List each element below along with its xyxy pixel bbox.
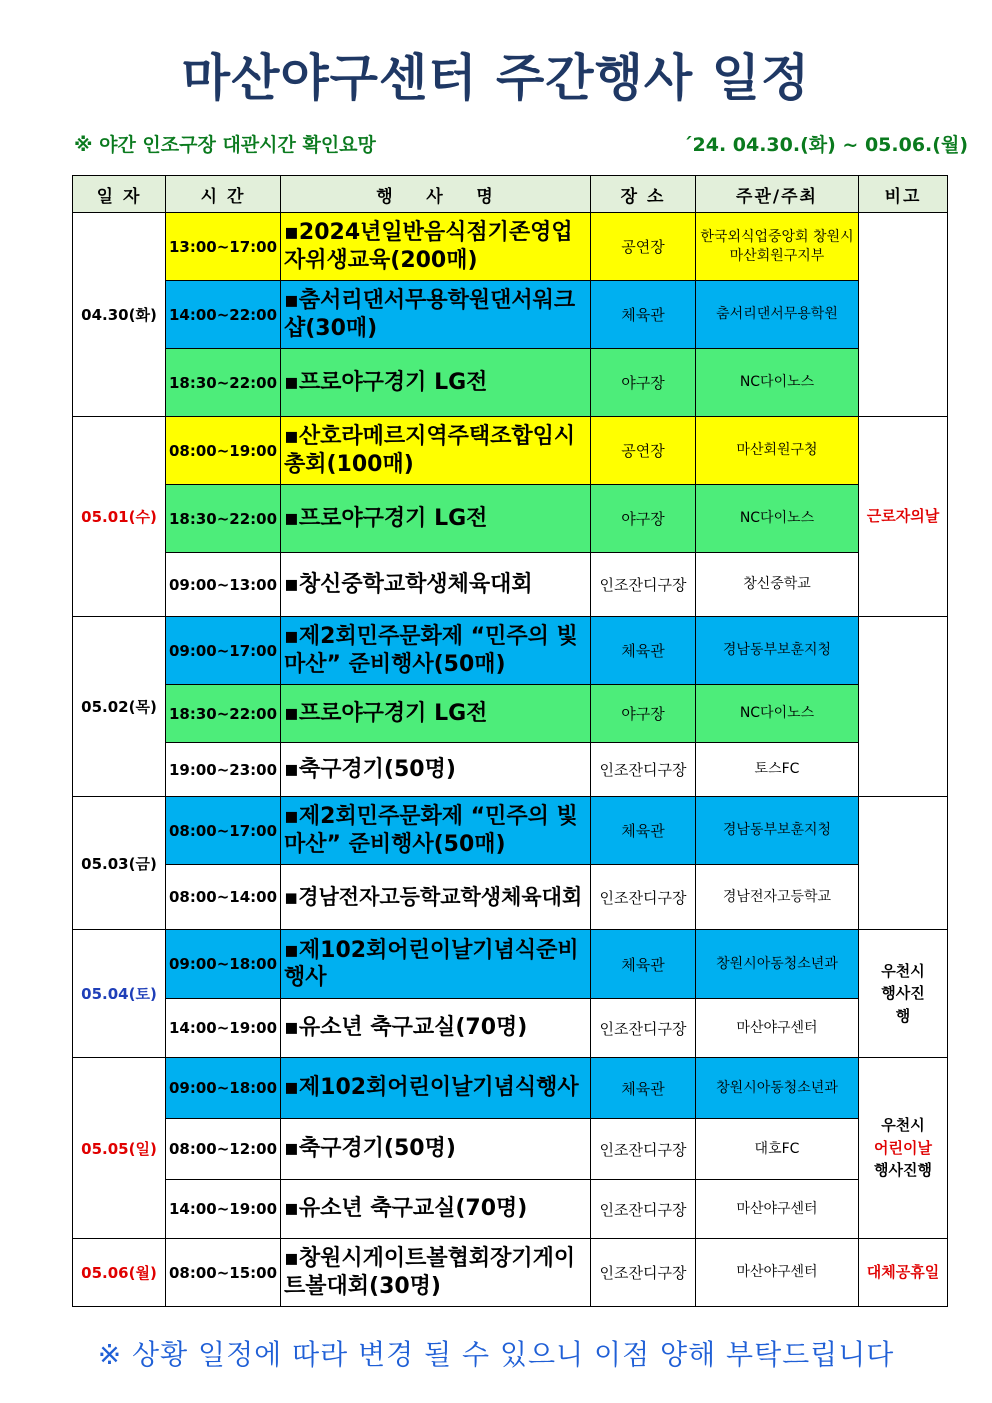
header-row — [73, 176, 948, 213]
table-row — [73, 1180, 948, 1239]
time-cell: 14:00~19:00 — [166, 999, 281, 1058]
host-cell: NC다이노스 — [696, 485, 859, 553]
host-cell: 경남동부보훈지청 — [696, 617, 859, 685]
host-cell: NC다이노스 — [696, 685, 859, 743]
table-row — [73, 865, 948, 930]
table-row — [73, 281, 948, 349]
time-cell: 09:00~13:00 — [166, 553, 281, 617]
place-cell: 야구장 — [591, 349, 696, 417]
date-cell: 05.03(금) — [73, 797, 166, 930]
table-row — [73, 1058, 948, 1119]
time-cell: 14:00~22:00 — [166, 281, 281, 349]
date-cell: 04.30(화) — [73, 213, 166, 417]
time-cell: 08:00~15:00 — [166, 1239, 281, 1307]
time-cell: 18:30~22:00 — [166, 485, 281, 553]
table-row — [73, 743, 948, 797]
time-cell: 08:00~19:00 — [166, 417, 281, 485]
time-cell: 18:30~22:00 — [166, 685, 281, 743]
header-time: 시 간 — [166, 176, 281, 213]
place-cell: 야구장 — [591, 685, 696, 743]
date-cell: 05.06(월) — [73, 1239, 166, 1307]
event-cell: ▪2024년일반음식점기존영업자위생교육(200매) — [281, 213, 591, 281]
table-row — [73, 617, 948, 685]
schedule-period: ´24. 04.30.(화) ~ 05.06.(월) — [683, 134, 968, 156]
time-cell: 19:00~23:00 — [166, 743, 281, 797]
date-cell: 05.05(일) — [73, 1058, 166, 1239]
event-cell: ▪축구경기(50명) — [281, 1119, 591, 1180]
note-cell — [859, 213, 948, 417]
header-event: 행 사 명 — [281, 176, 591, 213]
header-date: 일 자 — [73, 176, 166, 213]
place-cell: 인조잔디구장 — [591, 1119, 696, 1180]
table-row — [73, 1119, 948, 1180]
table-row — [73, 999, 948, 1058]
place-cell: 인조잔디구장 — [591, 999, 696, 1058]
time-cell: 13:00~17:00 — [166, 213, 281, 281]
header-place: 장 소 — [591, 176, 696, 213]
schedule-table — [72, 175, 948, 1307]
host-cell: 마산야구센터 — [696, 1239, 859, 1307]
event-cell: ▪프로야구경기 LG전 — [281, 349, 591, 417]
host-cell: 춤서리댄서무용학원 — [696, 281, 859, 349]
page-title: 마산야구센터 주간행사 일정 — [181, 49, 811, 107]
event-cell: ▪창신중학교학생체육대회 — [281, 553, 591, 617]
event-cell: ▪축구경기(50명) — [281, 743, 591, 797]
header-note: 비고 — [859, 176, 948, 213]
note-cell — [859, 1058, 948, 1239]
event-cell: ▪유소년 축구교실(70명) — [281, 999, 591, 1058]
note-cell: 근로자의날 — [859, 417, 948, 617]
event-cell: ▪제102회어린이날기념식준비행사 — [281, 930, 591, 999]
event-cell: ▪유소년 축구교실(70명) — [281, 1180, 591, 1239]
note-line: 행사진행 — [874, 1161, 932, 1180]
header-host: 주관/주최 — [696, 176, 859, 213]
host-cell: 마산야구센터 — [696, 999, 859, 1058]
night-notice: ※ 야간 인조구장 대관시간 확인요망 — [74, 134, 376, 156]
date-cell: 05.04(토) — [73, 930, 166, 1058]
place-cell: 야구장 — [591, 485, 696, 553]
event-cell: ▪제2회민주문화제 “민주의 빛 마산” 준비행사(50매) — [281, 617, 591, 685]
table-row — [73, 685, 948, 743]
place-cell: 공연장 — [591, 213, 696, 281]
note-cell — [859, 617, 948, 797]
event-cell: ▪프로야구경기 LG전 — [281, 685, 591, 743]
note-line: 우천시 — [881, 1116, 925, 1135]
host-cell: 토스FC — [696, 743, 859, 797]
host-cell: NC다이노스 — [696, 349, 859, 417]
host-cell: 마산회원구청 — [696, 417, 859, 485]
event-cell: ▪창원시게이트볼협회장기게이트볼대회(30명) — [281, 1239, 591, 1307]
place-cell: 체육관 — [591, 617, 696, 685]
table-row — [73, 797, 948, 865]
place-cell: 인조잔디구장 — [591, 743, 696, 797]
event-cell: ▪경남전자고등학교학생체육대회 — [281, 865, 591, 930]
place-cell: 공연장 — [591, 417, 696, 485]
table-row — [73, 349, 948, 417]
table-row — [73, 485, 948, 553]
place-cell: 체육관 — [591, 797, 696, 865]
place-cell: 체육관 — [591, 1058, 696, 1119]
place-cell: 체육관 — [591, 930, 696, 999]
table-row — [73, 213, 948, 281]
host-cell: 경남전자고등학교 — [696, 865, 859, 930]
time-cell: 08:00~17:00 — [166, 797, 281, 865]
event-cell: ▪제102회어린이날기념식행사 — [281, 1058, 591, 1119]
time-cell: 09:00~18:00 — [166, 930, 281, 999]
time-cell: 09:00~18:00 — [166, 1058, 281, 1119]
note-cell: 대체공휴일 — [859, 1239, 948, 1307]
place-cell: 인조잔디구장 — [591, 865, 696, 930]
time-cell: 18:30~22:00 — [166, 349, 281, 417]
table-row — [73, 930, 948, 999]
host-cell: 창원시아동청소년과 — [696, 930, 859, 999]
place-cell: 인조잔디구장 — [591, 553, 696, 617]
event-cell: ▪산호라메르지역주택조합임시총회(100매) — [281, 417, 591, 485]
host-cell: 경남동부보훈지청 — [696, 797, 859, 865]
date-cell: 05.01(수) — [73, 417, 166, 617]
host-cell: 창원시아동청소년과 — [696, 1058, 859, 1119]
note-line: 어린이날 — [874, 1138, 932, 1157]
host-cell: 마산야구센터 — [696, 1180, 859, 1239]
place-cell: 인조잔디구장 — [591, 1239, 696, 1307]
date-cell: 05.02(목) — [73, 617, 166, 797]
time-cell: 09:00~17:00 — [166, 617, 281, 685]
note-cell: 우천시 행사진행 — [859, 930, 948, 1058]
time-cell: 08:00~12:00 — [166, 1119, 281, 1180]
place-cell: 체육관 — [591, 281, 696, 349]
host-cell: 한국외식업중앙회 창원시마산회원구지부 — [696, 213, 859, 281]
table-row — [73, 1239, 948, 1307]
table-row — [73, 553, 948, 617]
place-cell: 인조잔디구장 — [591, 1180, 696, 1239]
event-cell: ▪제2회민주문화제 “민주의 빛 마산” 준비행사(50매) — [281, 797, 591, 865]
host-cell: 창신중학교 — [696, 553, 859, 617]
event-cell: ▪춤서리댄서무용학원댄서워크샵(30매) — [281, 281, 591, 349]
footer-notice: ※ 상황 일정에 따라 변경 될 수 있으니 이점 양해 부탁드립니다 — [97, 1338, 895, 1371]
table-row — [73, 417, 948, 485]
note-cell — [859, 797, 948, 930]
time-cell: 08:00~14:00 — [166, 865, 281, 930]
time-cell: 14:00~19:00 — [166, 1180, 281, 1239]
event-cell: ▪프로야구경기 LG전 — [281, 485, 591, 553]
host-cell: 대호FC — [696, 1119, 859, 1180]
